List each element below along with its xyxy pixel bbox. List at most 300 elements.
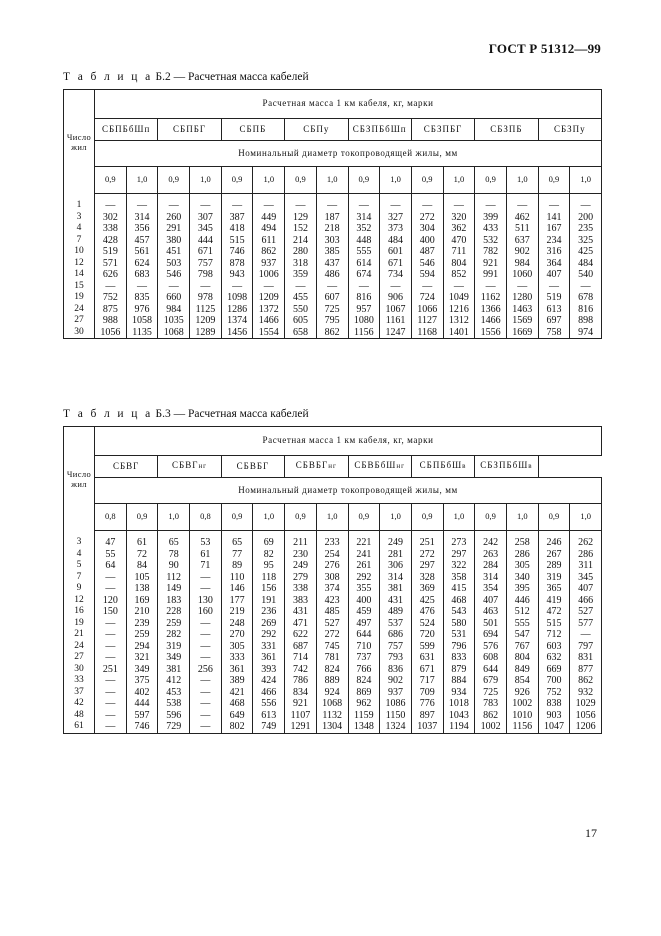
t3-cell: 354: [475, 583, 507, 595]
t3-cell: 468: [443, 595, 475, 607]
t3-cell: 596: [158, 710, 190, 722]
t3-cell: 407: [475, 595, 507, 607]
t2-cell: 540: [570, 269, 602, 281]
t2-cell: 425: [570, 246, 602, 258]
t3-cell: 903: [538, 710, 570, 722]
t3-row-cores: 19: [64, 618, 95, 630]
t3-cell: 160: [190, 606, 222, 618]
t3-cell: 453: [158, 687, 190, 699]
t3-row-cores: 30: [64, 664, 95, 676]
t3-cell: 776: [411, 698, 443, 710]
t3-cell: 527: [570, 606, 602, 618]
t2-cell: 658: [285, 327, 317, 339]
t3-cell: —: [190, 652, 222, 664]
t3-cell: 425: [411, 595, 443, 607]
t2-cell: 601: [380, 246, 412, 258]
t2-cell: 724: [411, 292, 443, 304]
t3-cell: 254: [316, 549, 348, 561]
table-b3-caption: [63, 408, 309, 420]
t3-cell: 381: [158, 664, 190, 676]
t2-cell: 444: [190, 235, 222, 247]
t2-cell: 167: [538, 223, 570, 235]
t2-cell: 1127: [411, 315, 443, 327]
t3-cell: 248: [221, 618, 253, 630]
t2-cell: 433: [475, 223, 507, 235]
t3-cell: 374: [316, 583, 348, 595]
t3-cell: —: [95, 687, 127, 699]
t3-cell: 361: [253, 652, 285, 664]
t3-cell: 608: [475, 652, 507, 664]
t3-cell: 400: [348, 595, 380, 607]
t3-cell: 577: [570, 618, 602, 630]
t2-cell: 141: [538, 212, 570, 224]
t3-mark-base: СБЗПБбШ: [480, 460, 529, 471]
t3-cell: 259: [126, 629, 158, 641]
t2-cell: 1569: [506, 315, 538, 327]
t3-cell: —: [190, 641, 222, 653]
t2-cell: 1466: [475, 315, 507, 327]
t3-cell: 1348: [348, 721, 380, 733]
t2-cell: —: [316, 200, 348, 212]
t2-cell: —: [570, 200, 602, 212]
t3-cell: 72: [126, 549, 158, 561]
t2-cell: 605: [285, 315, 317, 327]
t2-mark-4: СБЗПБбШп: [348, 119, 411, 141]
t3-cell: —: [95, 675, 127, 687]
t3-row: [64, 549, 602, 561]
t2-cell: 1098: [221, 292, 253, 304]
t2-cell: 519: [95, 246, 127, 258]
t3-diameter-cell: 1,0: [158, 504, 190, 531]
t3-cell: 444: [126, 698, 158, 710]
t2-cell: 486: [316, 269, 348, 281]
t3-cell: —: [190, 629, 222, 641]
t2-cell: 303: [316, 235, 348, 247]
t2-cell: 487: [411, 246, 443, 258]
t3-mark-base: СБВБГ: [295, 460, 329, 471]
t3-cell: 431: [285, 606, 317, 618]
t3-cell: 746: [126, 721, 158, 733]
t2-cell: 470: [443, 235, 475, 247]
t2-cell: 1312: [443, 315, 475, 327]
t3-cell: 649: [221, 710, 253, 722]
t3-cell: 669: [538, 664, 570, 676]
t2-cell: 674: [348, 269, 380, 281]
t3-cell: 767: [506, 641, 538, 653]
t2-cell: 272: [411, 212, 443, 224]
t2-cell: 494: [253, 223, 285, 235]
t3-cell: 77: [221, 549, 253, 561]
t3-cell: 322: [443, 560, 475, 572]
t3-cell: 725: [475, 687, 507, 699]
t3-cell: 793: [380, 652, 412, 664]
t3-cell: 219: [221, 606, 253, 618]
t2-cell: 637: [506, 235, 538, 247]
t2-cell: 1247: [380, 327, 412, 339]
t2-cell: 1068: [158, 327, 190, 339]
t2-cell: 671: [380, 258, 412, 270]
t3-cell: 717: [411, 675, 443, 687]
t2-cell: 152: [285, 223, 317, 235]
t2-cell: 407: [538, 269, 570, 281]
t2-cell: 129: [285, 212, 317, 224]
t2-cell: 624: [126, 258, 158, 270]
t3-cell: 700: [538, 675, 570, 687]
t3-cell: 118: [253, 572, 285, 584]
t3-cell: 489: [380, 606, 412, 618]
t3-cell: 84: [126, 560, 158, 572]
t3-cell: 884: [443, 675, 475, 687]
t3-row: [64, 675, 602, 687]
t2-cell: 519: [538, 292, 570, 304]
t2-cell: 697: [538, 315, 570, 327]
t3-cell: 603: [538, 641, 570, 653]
t3-cell: —: [95, 572, 127, 584]
t2-cell: 795: [316, 315, 348, 327]
t3-mark-base: СБВГ: [112, 460, 140, 471]
t3-cell: 1132: [316, 710, 348, 722]
t3-cell: 281: [380, 549, 412, 561]
t2-cell: 561: [126, 246, 158, 258]
t3-cell: 854: [506, 675, 538, 687]
t3-cell: 340: [506, 572, 538, 584]
t2-cell: 455: [285, 292, 317, 304]
t2-cell: 943: [221, 269, 253, 281]
table-b3-mass-header: Расчетная масса 1 км кабеля, кг, марки: [95, 427, 602, 456]
t2-row: [64, 315, 602, 327]
t2-cell: 1554: [253, 327, 285, 339]
t2-cell: 318: [285, 258, 317, 270]
t3-cell: 531: [443, 629, 475, 641]
t3-cell: 393: [253, 664, 285, 676]
t3-cell: 395: [506, 583, 538, 595]
t3-cell: 934: [443, 687, 475, 699]
t3-cell: 331: [253, 641, 285, 653]
t2-cell: 338: [95, 223, 127, 235]
t3-cell: 65: [158, 537, 190, 549]
t3-cell: 289: [538, 560, 570, 572]
t3-cell: 459: [348, 606, 380, 618]
t3-cell: 355: [348, 583, 380, 595]
t2-diameter-cell: 0,9: [475, 167, 507, 194]
t2-cell: —: [316, 281, 348, 293]
t2-diameter-cell: 1,0: [380, 167, 412, 194]
table-b3-nominal-header: Номинальный диаметр токопроводящей жилы, мм: [95, 478, 602, 504]
t2-cell: 1669: [506, 327, 538, 339]
t3-cell: —: [190, 572, 222, 584]
t2-diameter-cell: 0,9: [158, 167, 190, 194]
t2-cell: 974: [570, 327, 602, 339]
t2-cell: 428: [95, 235, 127, 247]
t3-cell: 61: [126, 537, 158, 549]
t3-cell: 262: [570, 537, 602, 549]
t3-cell: 90: [158, 560, 190, 572]
t3-row-cores: 37: [64, 687, 95, 699]
t2-cell: 200: [570, 212, 602, 224]
t2-cell: 364: [538, 258, 570, 270]
t2-cell: 314: [348, 212, 380, 224]
t2-cell: —: [285, 200, 317, 212]
t3-mark-1: [158, 456, 221, 478]
t3-cell: 1010: [506, 710, 538, 722]
t3-cell: —: [95, 652, 127, 664]
t2-cell: 314: [126, 212, 158, 224]
t2-cell: 437: [316, 258, 348, 270]
t2-cell: 325: [570, 235, 602, 247]
t3-cell: 712: [538, 629, 570, 641]
t2-cell: 758: [538, 327, 570, 339]
t3-cell: 537: [380, 618, 412, 630]
t3-cell: —: [95, 721, 127, 733]
t2-cell: 898: [570, 315, 602, 327]
t3-mark-5: [411, 456, 474, 478]
t3-cell: 497: [348, 618, 380, 630]
t3-cell: 1002: [506, 698, 538, 710]
t3-cell: 694: [475, 629, 507, 641]
t3-cell: —: [95, 618, 127, 630]
t3-cell: 402: [126, 687, 158, 699]
t3-diameter-cell: 1,0: [380, 504, 412, 531]
standard-designation: ГОСТ Р 51312—99: [488, 41, 601, 56]
t2-cell: 418: [221, 223, 253, 235]
t2-cell: 1049: [443, 292, 475, 304]
t3-cell: 389: [221, 675, 253, 687]
t3-cell: —: [190, 618, 222, 630]
table-b2-left-header: Число жил: [64, 90, 95, 194]
t3-cell: 729: [158, 721, 190, 733]
t3-cell: 333: [221, 652, 253, 664]
t2-cell: 862: [316, 327, 348, 339]
t3-cell: 423: [316, 595, 348, 607]
t3-cell: 239: [126, 618, 158, 630]
t2-mark-0: СБПБбШп: [95, 119, 158, 141]
t2-row: [64, 200, 602, 212]
t3-cell: 527: [316, 618, 348, 630]
t3-cell: 130: [190, 595, 222, 607]
t3-cell: 1029: [570, 698, 602, 710]
t3-cell: 305: [221, 641, 253, 653]
t3-cell: 632: [538, 652, 570, 664]
t2-diameter-cell: 0,9: [348, 167, 380, 194]
t3-mark-base: СБПБбШ: [419, 460, 463, 471]
t2-cell: 1125: [190, 304, 222, 316]
t3-mark-subscript: в: [528, 462, 533, 471]
table-b2-caption-text: Б.2 — Расчетная масса кабелей: [155, 71, 309, 83]
t3-row-cores: 3: [64, 537, 95, 549]
t3-cell: —: [190, 583, 222, 595]
t3-cell: 328: [411, 572, 443, 584]
t2-cell: 1216: [443, 304, 475, 316]
t3-cell: 849: [506, 664, 538, 676]
t2-row-cores: 7: [64, 235, 95, 247]
t2-cell: —: [443, 281, 475, 293]
t3-cell: 284: [475, 560, 507, 572]
t3-cell: 269: [253, 618, 285, 630]
t2-cell: 1456: [221, 327, 253, 339]
t3-cell: 191: [253, 595, 285, 607]
t3-cell: —: [190, 721, 222, 733]
t2-cell: 921: [475, 258, 507, 270]
t2-row: [64, 292, 602, 304]
t3-cell: 889: [316, 675, 348, 687]
t2-cell: 218: [316, 223, 348, 235]
t3-cell: 631: [411, 652, 443, 664]
t3-cell: 314: [475, 572, 507, 584]
t3-cell: 210: [126, 606, 158, 618]
t2-cell: 187: [316, 212, 348, 224]
t3-row: [64, 595, 602, 607]
t3-row-cores: 61: [64, 721, 95, 733]
t2-cell: 711: [443, 246, 475, 258]
t2-diameter-cell: 1,0: [253, 167, 285, 194]
t3-cell: 804: [506, 652, 538, 664]
t3-cell: 272: [316, 629, 348, 641]
t3-diameter-cell: 0,9: [475, 504, 507, 531]
t2-cell: 1080: [348, 315, 380, 327]
t2-cell: 1289: [190, 327, 222, 339]
t2-cell: 546: [158, 269, 190, 281]
t3-cell: 349: [158, 652, 190, 664]
t3-cell: 61: [190, 549, 222, 561]
t3-cell: 1002: [475, 721, 507, 733]
t3-mark-4: [348, 456, 411, 478]
t2-cell: 462: [506, 212, 538, 224]
t2-cell: 362: [443, 223, 475, 235]
t3-cell: 538: [158, 698, 190, 710]
t3-cell: 308: [316, 572, 348, 584]
t2-cell: 594: [411, 269, 443, 281]
t3-cell: 644: [475, 664, 507, 676]
t3-cell: —: [95, 583, 127, 595]
t3-cell: 286: [570, 549, 602, 561]
t3-cell: 543: [443, 606, 475, 618]
t3-cell: —: [95, 629, 127, 641]
t3-cell: 258: [506, 537, 538, 549]
t3-cell: 306: [380, 560, 412, 572]
t2-cell: 607: [316, 292, 348, 304]
t3-diameter-cell: 0,9: [126, 504, 158, 531]
t2-row: [64, 212, 602, 224]
t2-cell: 862: [253, 246, 285, 258]
t3-mark-base: СБВБбШ: [354, 460, 397, 471]
t2-cell: 1401: [443, 327, 475, 339]
t3-mark-subscript: нг: [328, 462, 337, 471]
t3-cell: 752: [538, 687, 570, 699]
t2-cell: —: [95, 281, 127, 293]
t3-cell: 105: [126, 572, 158, 584]
t3-row-cores: 16: [64, 606, 95, 618]
t2-cell: —: [126, 281, 158, 293]
t2-cell: 532: [475, 235, 507, 247]
t2-cell: —: [411, 281, 443, 293]
t2-cell: 451: [158, 246, 190, 258]
t2-cell: —: [285, 281, 317, 293]
t3-diameter-cell: 1,0: [316, 504, 348, 531]
t3-row: [64, 664, 602, 676]
t3-cell: 485: [316, 606, 348, 618]
t3-cell: 358: [443, 572, 475, 584]
t2-mark-6: СБЗПБ: [475, 119, 538, 141]
t2-cell: 613: [538, 304, 570, 316]
t2-cell: 571: [95, 258, 127, 270]
t3-cell: 463: [475, 606, 507, 618]
t2-cell: —: [380, 281, 412, 293]
t3-cell: —: [570, 629, 602, 641]
t3-cell: 783: [475, 698, 507, 710]
t3-cell: 78: [158, 549, 190, 561]
table-b3-left-header: Число жил: [64, 427, 95, 531]
t3-cell: 824: [348, 675, 380, 687]
t3-cell: 937: [380, 687, 412, 699]
t2-cell: 660: [158, 292, 190, 304]
t3-cell: 146: [221, 583, 253, 595]
t3-mark-3: [285, 456, 348, 478]
t2-cell: 356: [126, 223, 158, 235]
table-b2-caption-prefix: Т а б л и ц а: [63, 71, 153, 83]
t3-cell: —: [190, 710, 222, 722]
t2-cell: 816: [570, 304, 602, 316]
t3-cell: 221: [348, 537, 380, 549]
t2-cell: 984: [506, 258, 538, 270]
table-b2: [63, 89, 602, 339]
t3-cell: 1194: [443, 721, 475, 733]
t2-cell: 387: [221, 212, 253, 224]
t3-cell: 381: [380, 583, 412, 595]
t2-row-cores: 24: [64, 304, 95, 316]
t3-cell: 267: [538, 549, 570, 561]
t2-cell: 678: [570, 292, 602, 304]
t2-cell: 503: [158, 258, 190, 270]
t2-cell: 816: [348, 292, 380, 304]
t3-diameter-cell: 0,9: [285, 504, 317, 531]
t3-cell: 466: [570, 595, 602, 607]
t3-cell: 796: [443, 641, 475, 653]
t3-cell: 710: [348, 641, 380, 653]
t2-mark-1: СБПБГ: [158, 119, 221, 141]
t2-diameter-cell: 1,0: [126, 167, 158, 194]
t2-row: [64, 304, 602, 316]
t2-cell: 978: [190, 292, 222, 304]
t3-mark-6: [475, 456, 538, 478]
t2-row-cores: 15: [64, 281, 95, 293]
t2-cell: 734: [380, 269, 412, 281]
t2-cell: 1366: [475, 304, 507, 316]
t2-cell: 1135: [126, 327, 158, 339]
t3-cell: 319: [538, 572, 570, 584]
t3-diameter-cell: 1,0: [443, 504, 475, 531]
t2-cell: 752: [95, 292, 127, 304]
t3-cell: 412: [158, 675, 190, 687]
t2-diameter-cell: 1,0: [570, 167, 602, 194]
t2-cell: —: [190, 200, 222, 212]
t3-cell: 902: [380, 675, 412, 687]
t2-row-cores: 12: [64, 258, 95, 270]
t2-cell: —: [475, 200, 507, 212]
t2-cell: 626: [95, 269, 127, 281]
t3-cell: 472: [538, 606, 570, 618]
t2-cell: 291: [158, 223, 190, 235]
t2-cell: 798: [190, 269, 222, 281]
t2-cell: 1161: [380, 315, 412, 327]
t3-cell: 501: [475, 618, 507, 630]
t2-cell: 991: [475, 269, 507, 281]
t2-cell: 316: [538, 246, 570, 258]
t3-diameter-cell: 0,9: [221, 504, 253, 531]
t2-cell: 1156: [348, 327, 380, 339]
t2-cell: 359: [285, 269, 317, 281]
t2-cell: 1466: [253, 315, 285, 327]
t3-cell: 644: [348, 629, 380, 641]
